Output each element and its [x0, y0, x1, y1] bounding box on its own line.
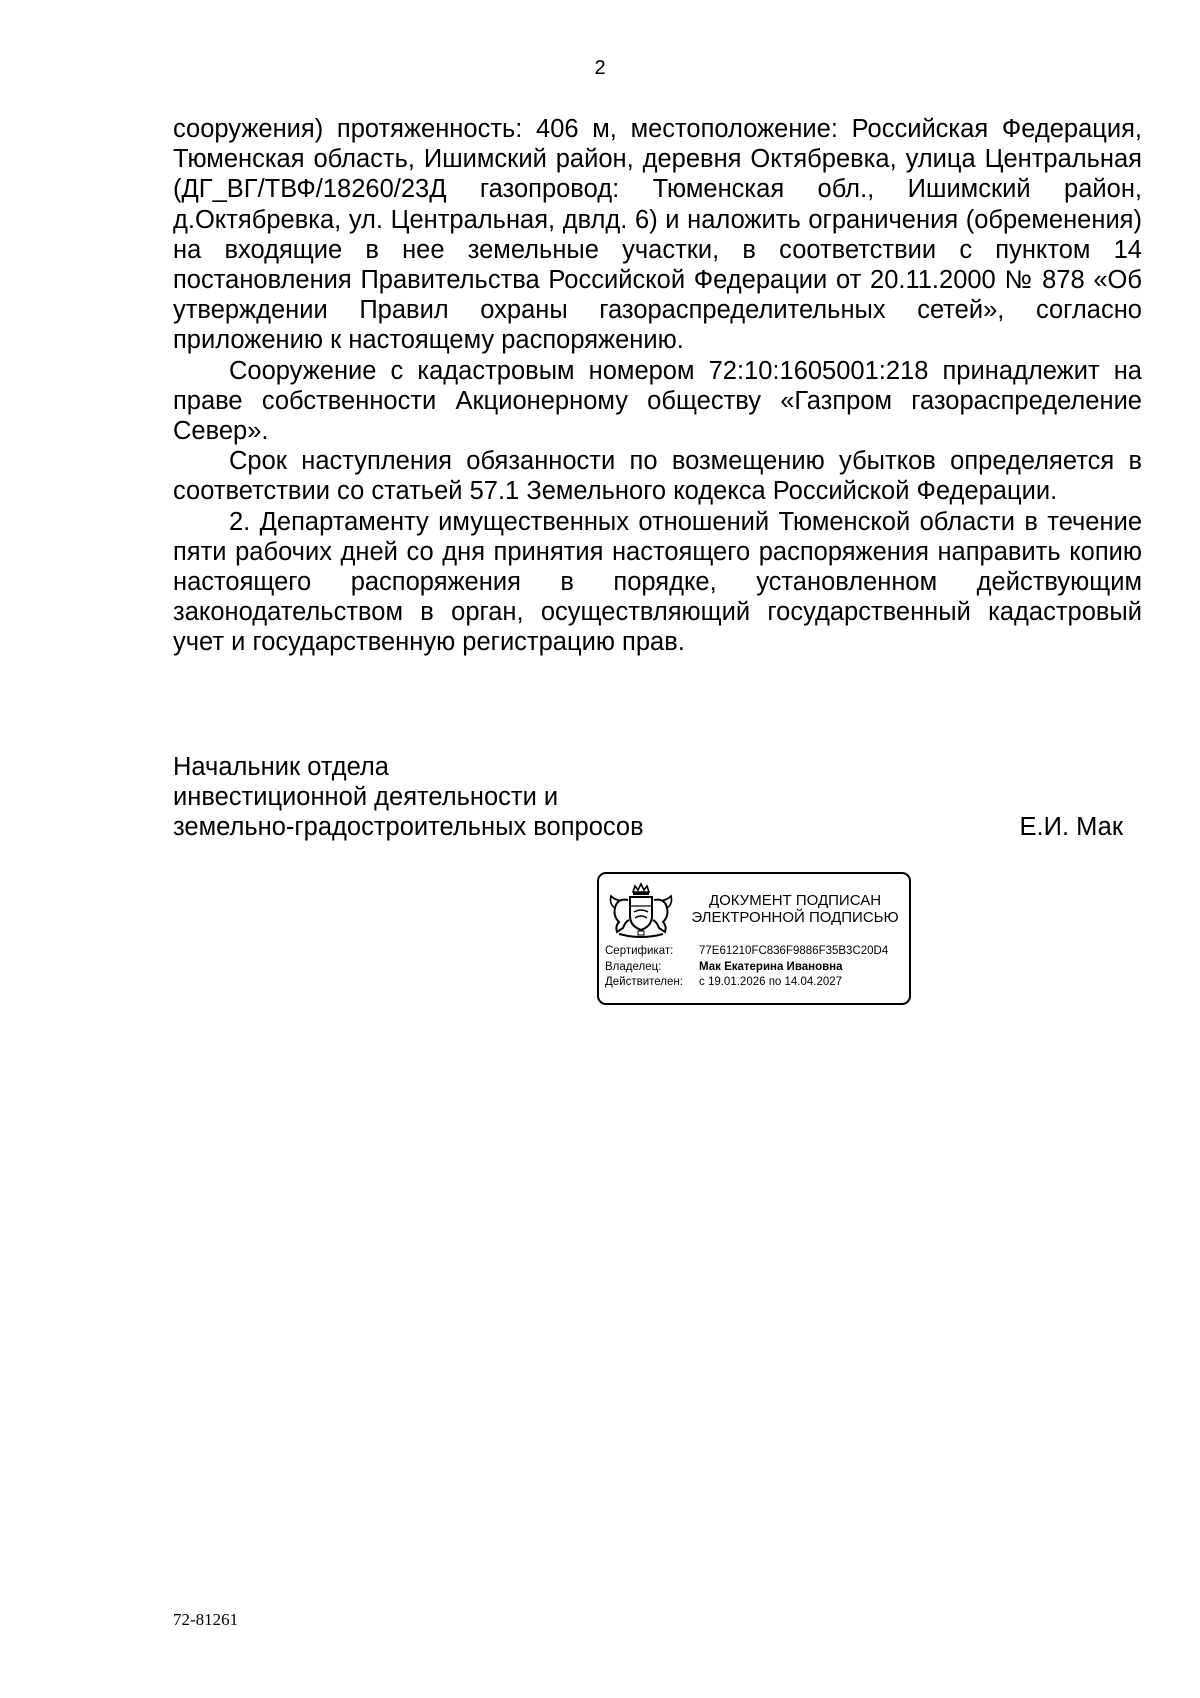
electronic-signature-stamp [597, 872, 911, 1005]
stamp-details [605, 944, 909, 991]
stamp-row-owner [605, 960, 909, 976]
document-id: 72-81261 [173, 1610, 239, 1629]
validity-value: с 19.01.2026 по 14.04.2027 [699, 976, 843, 988]
document-body [173, 114, 1142, 658]
paragraph-ownership: Сооружение с кадастровым номером 72:10:1605001:218 принадлежит на праве собственности Акционерному обществу «Газпром газораспределение Север». [173, 356, 1142, 446]
page-number: 2 [594, 57, 606, 79]
certificate-value: 77E61210FC836F9886F35B3C20D4 [699, 945, 889, 957]
signer-position-line-3: земельно-градостроительных вопросов [173, 813, 644, 841]
paragraph-continuation: сооружения) протяженность: 406 м, местоположение: Российская Федерация, Тюменская область, Ишимский район, деревня Октябревка, улица Центральная (ДГ_ВГ/ТВФ/18260/23Д газопровод: Тюменская обл., Ишимский район, д.Октябревка, ул. Центральная, двлд. 6) и наложить ограничения (обременения) на входящие в нее земельные участки, в соответствии с пунктом 14 постановления Правительства Российской Федерации от 20.11.2000 № 878 «Об утверждении Правил охраны газораспределительных сетей», согласно приложению к настоящему распоряжению. [173, 115, 1142, 355]
owner-value: Мак Екатерина Ивановна [699, 960, 843, 973]
certificate-label: Сертификат: [605, 945, 674, 957]
paragraph-compensation: Срок наступления обязанности по возмещению убытков определяется в соответствии со статьей 57.1 Земельного кодекса Российской Федерации. [173, 447, 1142, 506]
signer-position-line-2: инвестиционной деятельности и [173, 783, 559, 811]
paragraph-item-2: 2. Департаменту имущественных отношений Тюменской области в течение пяти рабочих дней со дня принятия настоящего распоряжения направить копию настоящего распоряжения в порядке, установленном действующим законодательством в орган, осуществляющий государственный кадастровый учет и государственную регистрацию прав. [173, 507, 1142, 657]
validity-label: Действителен: [605, 976, 683, 988]
coat-of-arms-icon [605, 882, 677, 942]
stamp-title [681, 892, 909, 926]
owner-label: Владелец: [605, 960, 662, 973]
stamp-row-certificate [605, 944, 909, 960]
signer-position-line-1: Начальник отдела [173, 753, 389, 781]
stamp-title-line-1: ДОКУМЕНТ ПОДПИСАН [708, 892, 882, 909]
stamp-row-validity [605, 975, 909, 991]
signature-block [173, 752, 1123, 842]
signer-name: Е.И. Мак [1019, 813, 1123, 841]
stamp-title-line-2: ЭЛЕКТРОННОЙ ПОДПИСЬЮ [691, 909, 899, 926]
